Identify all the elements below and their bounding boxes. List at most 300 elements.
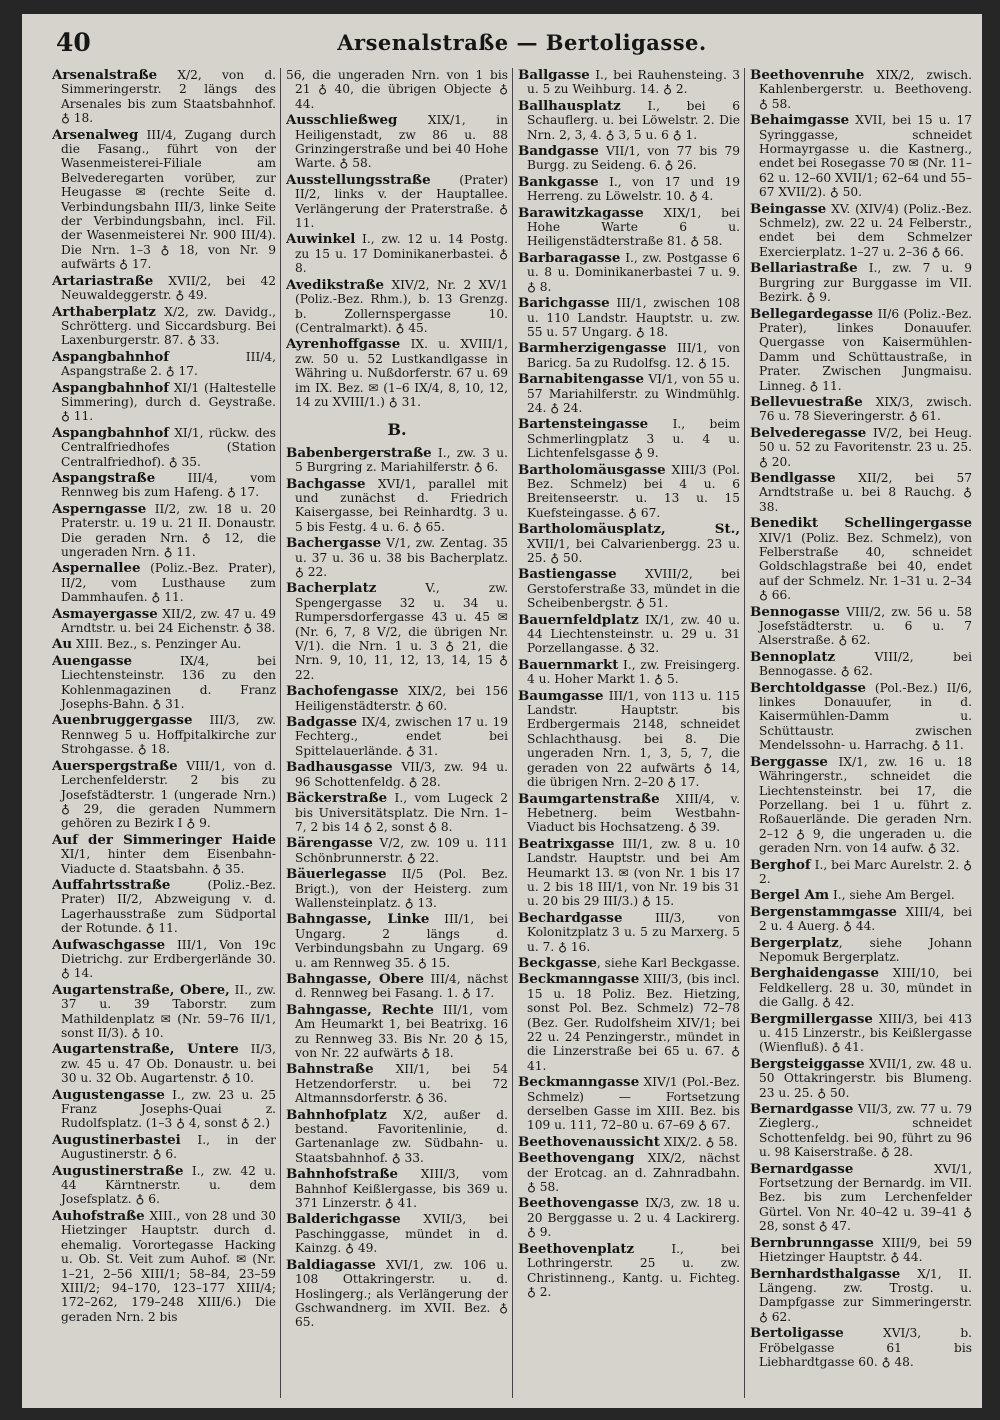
street-name: Badgasse [286,714,357,731]
street-details: XIV/2, Nr. 2 XV/1 (Poliz.-Bez. Rhm.), b. 13 Grenzg. b. Zollernspergasse 10. (Centralmarkt). ♁ 45. [295,277,508,335]
street-entry [750,261,972,304]
street-name: Beethovenaussicht [518,1133,660,1150]
street-name: Aspernallee [52,560,141,577]
street-entry [52,381,276,424]
street-entry [518,144,740,173]
street-name: Bergsteiggasse [750,1055,865,1072]
street-name: Beatrixgasse [518,835,615,852]
street-entry [750,650,972,679]
street-name: Augustinerbastei [52,1131,181,1148]
street-name: Beingasse [750,200,827,217]
street-entry [286,1167,508,1210]
street-entry [750,755,972,856]
street-entry [286,760,508,789]
street-details: I., in der Augustinerstr. ♁ 6. [61,1132,276,1162]
street-details: I., von 17 und 19 Herreng. zu Löwelstr. 10. ♁ 4. [527,174,740,204]
street-name: Bernardgasse [750,1160,854,1177]
street-name: Augartenstraße, Obere, [52,981,230,998]
street-entry [750,1162,972,1234]
street-details: I., bei Marc Aurelstr. 2. ♁ 2. [759,857,972,886]
street-entry [52,305,276,348]
street-details: II/3, zw. 45 u. 47 Ob. Donaustr. u. bei 30 u. 32 Ob. Augartenstr. ♁ 10. [61,1042,276,1086]
street-details: III/1, zwischen 108 u. 110 Landstr. Hauptstr. u. zw. 55 u. 57 Ungarg. ♁ 18. [527,296,740,339]
street-entry [518,463,740,521]
street-name: Auhofstraße [52,1207,145,1224]
street-details: XVI/1, Fortsetzung der Bernardg. im VII. Bez. bis zum Lerchenfelder Gürtel. Von Nr. 40–42 u. 39–41 ♁ 28, sonst ♁ 47. [759,1161,972,1234]
street-entry [518,567,740,610]
street-entry [750,1012,972,1055]
street-entry [52,878,276,936]
street-details: XIX/2, bei 156 Heiligenstädterstr. ♁ 60. [295,684,508,713]
street-entry [518,658,740,687]
street-details: XIX/2, nächst der Erotcag. an d. Zahnradbahn. ♁ 58. [527,1151,740,1195]
street-entry [286,1108,508,1166]
street-entry [286,173,508,231]
street-entry [52,938,276,981]
street-details: IX/3, zw. 18 u. 20 Berggasse u. 2 u. 4 Lackirerg. ♁ 9. [527,1196,740,1240]
street-entry [518,1196,740,1239]
street-name: Beethovenplatz [518,1240,635,1257]
street-details: I., bei Rauhensteing. 3 u. 5 zu Weihburg. 14. ♁ 2. [527,68,740,97]
street-name: Bernhardsthalgasse [750,1265,901,1282]
street-name: Berghaidengasse [750,965,880,982]
street-name: Beethovenruhe [750,68,865,83]
street-details: (Poliz.-Bez. Prater) II/2, Abzweigung v. d. Lagerhausstraße zum Südportal der Rotunde. ♁ 11. [61,877,276,936]
street-name: Auf der Simmeringer Haide [52,831,276,848]
street-entry [518,689,740,790]
street-name: Bennoplatz [750,648,836,665]
street-entry [52,426,276,469]
street-details: III/4, Zugang durch die Fasang., führt von der Wasenmeisterei-Filiale am Belvederegarten vorüber, zur Heugasse ✉ (rechte Seite d. Verbindungsbahn III/3, linke Seite der Verbindungsbahn, incl. Fil. der Wasenmeisterei Nr. 900 III/4). Die Nrn. 1–3 ♁ 18, von Nr. 9 aufwärts ♁ 17. [61,127,276,272]
street-details: X/1, II. Längeng. zw. Trostg. u. Dampfgasse zur Simmeringerstr. ♁ 62. [759,1266,972,1324]
street-name: Bandgasse [518,143,599,160]
street-entry [286,68,508,111]
street-name: Beckmanngasse [518,971,640,988]
street-entry [518,99,740,142]
street-entry [286,477,508,535]
street-entry [286,232,508,275]
street-name: Auenbruggergasse [52,712,193,729]
street-entry [286,836,508,865]
street-entry [750,605,972,648]
street-name: Barawitzkagasse [518,204,644,221]
column-2 [286,68,508,1402]
street-entry [52,713,276,756]
street-name: Beckgasse [518,954,597,971]
street-entry [518,911,740,954]
street-name: Bechardgasse [518,909,623,926]
street-entry [750,471,972,514]
street-entry [286,113,508,171]
street-name: Bellegardegasse [750,305,874,322]
street-details: XVII/1, bei Calvarienbergg. 23 u. 25. ♁ 50. [527,536,740,565]
section-letter: B. [387,420,407,440]
street-name: Bergerplatz [750,934,839,951]
street-name: Ausschließweg [286,112,398,129]
street-name: Beethovengasse [518,1195,639,1212]
street-entry [286,1062,508,1105]
street-details: 56, die ungeraden Nrn. von 1 bis 21 ♁ 40, die übrigen Objecte ♁ 44. [286,68,508,111]
street-entry [750,1267,972,1325]
street-name: Bäuerlegasse [286,866,387,883]
street-details: , siehe Karl Beckgasse. [596,955,740,970]
street-details: III/3, von Kolonitzplatz 3 u. 5 zu Marxerg. 5 u. 7. ♁ 16. [527,910,740,954]
street-name: Babenbergerstraße [286,444,432,461]
street-details: III/4, Aspangstraße 2. ♁ 17. [61,349,276,379]
street-details: V/2, zw. 109 u. 111 Schönbrunnerstr. ♁ 22. [295,836,508,865]
street-entry [52,274,276,303]
street-name: Barichgasse [518,295,610,312]
street-details: III/3, zw. Rennweg 5 u. Hoffpitalkirche zur Strohgasse. ♁ 18. [61,713,276,757]
street-entry [518,613,740,656]
street-details: I., zw. Freisingerg. 4 u. Hoher Markt 1. ♁ 5. [527,657,740,687]
street-details: II., zw. 37 u. 39 Taborstr. zum Mathildenplatz ✉ (Nr. 59–76 II/1, sonst II/3). ♁ 10. [61,982,276,1040]
street-entry [286,1258,508,1330]
street-name: Ballgasse [518,68,590,83]
street-details: XVII/2, bei 42 Neuwaldeggerstr. ♁ 49. [61,273,276,303]
street-entry [750,202,972,260]
street-details: XII/2, bei 57 Arndtstraße u. bei 8 Rauchg. ♁ 38. [759,470,972,514]
street-entry [518,1151,740,1194]
street-details: XIII. Bez., s. Penzinger Au. [72,637,242,652]
street-name: Arsenalstraße [52,68,158,83]
street-name: Arsenalweg [52,126,139,143]
street-entry [52,68,276,126]
street-entry [286,715,508,758]
street-entry [52,1133,276,1162]
street-entry [518,175,740,204]
street-details: X/2, von d. Simmeringerstr. 2 längs des Arsenales bis zum Staatsbahnhof. ♁ 18. [61,68,276,126]
street-name: Barbaragasse [518,249,621,266]
street-name: Bergenstammgasse [750,903,897,920]
street-details: XVII/3, bei Paschinggasse, mündet in d. Kainzg. ♁ 49. [295,1212,508,1256]
street-name: Auffahrtsstraße [52,876,171,893]
street-entry [52,350,276,379]
street-details: XIII/3, bei 413 u. 415 Linzerstr., bis Keißlergasse (Wienfluß). ♁ 41. [759,1011,972,1055]
street-name: Aspangbahnhof [52,379,170,396]
street-entry [286,867,508,910]
street-entry [750,966,972,1009]
street-details: , siehe Johann Nepomuk Bergerplatz. [759,935,972,964]
street-entry [52,759,276,831]
street-details: I., zw. 23 u. 25 Franz Josephs-Quai z. Rudolfsplatz. (1–3 ♁ 4, sonst ♁ 2.) [61,1087,276,1131]
street-entry [518,341,740,370]
street-name: Bennogasse [750,603,840,620]
street-entry [52,983,276,1041]
street-name: Bahngasse, Rechte [286,1001,434,1018]
street-name: Bahngasse, Obere [286,970,425,987]
street-details: XI/1 (Haltestelle Simmering), durch d. Geystraße. ♁ 11. [61,380,276,424]
street-entry [750,113,972,199]
street-name: Benedikt Schellingergasse [750,515,972,532]
street-details: XIX/2. ♁ 58. [659,1134,738,1149]
street-details: III/1, bei Ungarg. 2 längs d. Verbindungsbahn zu Ungarg. 69 u. am Rennweg 35. ♁ 15. [295,912,508,970]
street-name: Au [52,636,73,653]
street-name: Bernbrunngasse [750,1234,874,1251]
street-details: XIII/3, (bis incl. 15 u. 18 Poliz. Bez. Hietzing, sonst Pol. Bez. Schmelz) 72–78 (Bez. Ger. Rudolfsheim XIV/1; bei 22 u. 24 Penzingerstr., mündet in die Linzerstraße bei 65 u. 67. ♁ 41. [527,972,740,1073]
street-details: X/2, außer d. bestand. Favoritenlinie, d. Gartenanlage zw. Südbahn- u. Staatsbahnhof. ♁ 33. [295,1107,508,1165]
page-header [22,14,982,68]
street-entry [750,1102,972,1160]
street-details: XVI/3, b. Fröbelgasse 61 bis Liebhardtgasse 60. ♁ 48. [759,1326,972,1369]
street-name: Ayrenhoffgasse [286,336,401,353]
street-entry [518,251,740,294]
street-name: Berggasse [750,753,828,770]
street-details: VII/1, von 77 bis 79 Burgg. zu Seideng. 6. ♁ 26. [527,144,740,173]
street-entry [518,372,740,415]
street-name: Berchtoldgasse [750,679,866,696]
street-entry [286,791,508,834]
street-details: V., zw. Spengergasse 32 u. 34 u. Rumpersdorfergasse 43 u. 45 ✉ (Nr. 6, 7, 8 V/2, die übrigen Nr. V/1). die Nrn. 1 u. 3 ♁ 21, die Nrn. 9, 10, 11, 12, 13, 14, 15 ♁ 22. [295,581,508,682]
street-details: XIII/10, bei Feldkellerg. 28 u. 30, mündet in die Gallg. ♁ 42. [759,966,972,1010]
street-entry [52,1209,276,1324]
street-details: VII/3, zw. 94 u. 96 Schottenfeldg. ♁ 28. [295,760,508,789]
street-details: IX/1, zw. 40 u. 44 Liechtensteinstr. u. 29 u. 31 Porzellangasse. ♁ 32. [527,612,740,656]
street-name: Barnabitengasse [518,371,644,388]
street-details: XIII/4, v. Hebetnerg. beim Westbahn-Viaduct bis Hochsatzeng. ♁ 39. [527,791,740,835]
street-details: I., zw. 12 u. 14 Postg. zu 15 u. 17 Dominikanerbastei. ♁ 8. [295,232,508,276]
street-details: XV. (XIV/4) (Poliz.-Bez. Schmelz), zw. 22 u. 24 Felberstr., endet bei dem Schmelzer Exercierplatz. 1–27 u. 2–36 ♁ 66. [759,201,972,259]
street-entry [518,296,740,339]
street-details: XIX/1, bei Hohe Warte 6 u. Heiligenstädterstraße 81. ♁ 58. [527,205,740,249]
street-details: VIII/2, bei Bennogasse. ♁ 62. [759,649,972,679]
street-name: Asperngasse [52,500,147,517]
street-entry [518,1075,740,1133]
street-details: III/1, von Baricg. 5a zu Rudolfsg. 12. ♁ 15. [527,341,740,370]
street-entry [286,912,508,970]
street-entry [750,1326,972,1369]
street-name: Bartensteingasse [518,416,649,433]
street-entry [286,337,508,409]
column-3 [518,68,740,1402]
street-details: XIII/3, vom Bahnhof Keißlergasse, bis 369 u. 371 Linzerstr. ♁ 41. [295,1167,508,1211]
street-name: Barmherzigengasse [518,340,667,357]
street-details: XII/2, zw. 47 u. 49 Arndtstr. u. bei 24 Eichenstr. ♁ 38. [61,606,276,636]
street-details: XII/1, bei 54 Hetzendorferstr. u. bei 72 Altmannsdorferstr. ♁ 36. [295,1062,508,1106]
street-details: XIV/1 (Pol.-Bez. Schmelz) — Fortsetzung derselben Gasse im XIII. Bez. bis 109 u. 111, 72–80 u. 67–69 ♁ 67. [527,1075,740,1133]
street-name: Ausstellungsstraße [286,171,431,188]
street-name: Bachofengasse [286,683,399,700]
street-entry [518,417,740,460]
street-details: VIII/1, von d. Lerchenfelderstr. 2 bis zu Josefstädterstr. 1 (ungerade Nrn.) ♁ 29, die geraden Nummern gehören zu Bezirk I ♁ 9. [61,758,276,831]
street-name: Bacherplatz [286,580,377,597]
street-entry [286,972,508,1001]
street-name: Augustinerstraße [52,1162,184,1179]
street-name: Bauernmarkt [518,656,619,673]
street-entry [750,395,972,424]
street-details: XIII/3 (Pol. Bez. Schmelz) bei 4 u. 6 Breitenseerstr. u. 13 u. 15 Kuefsteingasse. ♁ 67. [527,462,740,520]
street-entry [52,1042,276,1085]
street-details: XVII/1, zw. 48 u. 50 Ottakringerstr. bis Blumeng. 23 u. 25. ♁ 50. [759,1056,972,1100]
street-entry [286,684,508,713]
street-entry [52,607,276,636]
street-name: Aspangbahnhof [52,424,170,441]
street-entry [518,972,740,1073]
street-entry [750,68,972,111]
street-details: III/4, vom Rennweg bis zum Hafeng. ♁ 17. [61,470,276,500]
street-name: Bendlgasse [750,469,836,486]
street-details: I., zw. Postgasse 6 u. 8 u. Dominikanerbastei 7 u. 9. ♁ 8. [527,250,740,294]
street-details: IV/2, bei Heug. 50 u. 52 zu Favoritenstr. 23 u. 25. ♁ 20. [759,425,972,469]
street-details: XI/1, hinter dem Eisenbahn-Viaducte d. Staatsbahn. ♁ 35. [61,847,276,876]
street-details: XIX/2, zwisch. Kahlenbergerstr. u. Beethoveng. ♁ 58. [759,68,972,111]
street-entry [750,426,972,469]
street-entry [52,471,276,500]
street-name: Baumgartenstraße [518,790,660,807]
street-details: III/1, Von 19c Dietrichg. zur Erdbergerlände 30. ♁ 14. [61,937,276,981]
street-entry [518,837,740,909]
street-entry [750,307,972,393]
street-details: IX/1, zw. 16 u. 18 Währingerstr., schneidet die Liechtensteinstr. bei 17, die Porzellang. bei 1 u. führt z. Roßauerlände. Die geraden Nrn. 2–12 ♁ 9, die ungeraden u. die geraden Nrn. von 14 aufw. ♁ 32. [759,754,972,856]
street-details: (Poliz.-Bez. Prater), II/2, vom Lusthause zum Dammhaufen. ♁ 11. [61,561,276,605]
street-name: Bärengasse [286,835,373,852]
street-name: Bellevuestraße [750,393,863,410]
street-name: Augustengasse [52,1086,165,1103]
street-name: Aspangbahnhof [52,348,170,365]
street-name: Auwinkel [286,231,356,248]
street-entry [750,1236,972,1265]
street-details: VII/3, zw. 77 u. 79 Zieglerg., schneidet Schottenfeldg. bei 90, führt zu 96 u. 98 Kaiserstraße. ♁ 28. [759,1102,972,1160]
street-entry [750,936,972,965]
street-details: I., bei Lothringerstr. 25 u. zw. Christinneng., Kantg. u. Fichteg. ♁ 2. [527,1241,740,1299]
street-name: Bahnhofplatz [286,1106,387,1123]
street-name: Beethovengang [518,1150,635,1167]
street-name: Bergel Am [750,887,830,904]
street-entry [52,1164,276,1207]
street-name: Beckmanngasse [518,1074,640,1091]
street-name: Bellariastraße [750,260,858,277]
street-entry [286,536,508,579]
street-details: III/4, nächst d. Rennweg bei Fasang. 1. ♁ 17. [295,971,508,1001]
street-entry [750,905,972,934]
street-name: Bäckerstraße [286,790,388,807]
street-details: I., zw. 7 u. 9 Burgring zur Burggasse im VII. Bezirk. ♁ 9. [759,261,972,305]
street-name: Bartholomäusplatz, St., [518,521,740,538]
column-divider [744,68,745,1398]
street-details: V/1, zw. Zentag. 35 u. 37 u. 36 u. 38 bis Bacherplatz. ♁ 22. [295,536,508,579]
street-name: Avedikstraße [286,276,385,293]
street-entry [52,561,276,604]
street-name: Bankgasse [518,173,599,190]
street-name: Auengasse [52,652,133,669]
street-details: XIII., von 28 und 30 Hietzinger Hauptstr. durch d. ehemalig. Vorortegasse Hacking u. Ob. St. Veit zum Auhof. ✉ (Nr. 1–21, 2–56 XIII/1; 58–84, 23–59 XIII/2; 94–170, 123–177 XIII/4; 172–262, 179–248 XIII/6.) Die geraden Nrn. 2 bis [61,1208,276,1324]
column-divider [280,68,281,1398]
street-details: IX/4, zwischen 17 u. 19 Fechterg., endet bei Spittelauerlände. ♁ 31. [295,715,508,758]
street-entry [750,858,972,887]
street-details: XIX/3, zwisch. 76 u. 78 Sieveringerstr. ♁ 61. [759,394,972,424]
street-details: II/5 (Pol. Bez. Brigt.), von der Heisterg. zum Wallensteinplatz. ♁ 13. [295,867,508,910]
street-details: I., zw. 3 u. 5 Burgring z. Mariahilferstr. ♁ 6. [295,445,508,475]
street-details: XIII/4, bei 2 u. 4 Auerg. ♁ 44. [759,904,972,934]
street-details: III/1, vom Am Heumarkt 1, bei Beatrixg. 16 zu Rennweg 33. Bis Nr. 20 ♁ 15, von Nr. 22 aufwärts ♁ 18. [295,1002,508,1060]
street-entry [518,956,740,970]
street-name: Bahnhofstraße [286,1166,399,1183]
street-entry [286,1212,508,1255]
street-entry [286,581,508,682]
street-entry [750,681,972,753]
street-name: Aufwaschgasse [52,936,166,953]
street-name: Aspangstraße [52,469,156,486]
column-1 [52,68,276,1402]
running-title: Arsenalstraße — Bertoligasse. [337,30,707,55]
street-entry [518,206,740,249]
street-entry [518,68,740,97]
street-details: I., vom Lugeck 2 bis Universitätsplatz. Die Nrn. 1–7, 2 bis 14 ♁ 2, sonst ♁ 8. [295,791,508,834]
street-name: Badhausgasse [286,759,393,776]
street-details: IX/4, bei Liechtensteinstr. 136 zu den Kohlenmagazinen d. Franz Josephs-Bahn. ♁ 31. [61,653,276,712]
street-details: III/1, zw. 8 u. 10 Landstr. Hauptstr. und bei Am Heumarkt 13. ✉ (von Nr. 1 bis 17 u. 2 bis 18 III/1, von Nr. 19 bis 31 u. 20 bis 29 III/3.) ♁ 15. [527,836,740,909]
street-name: Bertoligasse [750,1325,844,1342]
street-entry [52,1088,276,1131]
street-name: Bauernfeldplatz [518,611,639,628]
street-name: Bachgasse [286,475,366,492]
street-details: IX. u. XVIII/1, zw. 50 u. 52 Lustkandlgasse in Währing u. Nußdorferstr. 67 u. 69 im IX. Bez. ✉ (1–6 IX/4, 8, 10, 12, 14 zu XVIII/1.) ♁ 31. [295,337,508,409]
street-details: III/1, von 113 u. 115 Landstr. Hauptstr. bis Erdbergermais 2148, schneidet Schlachthausg. bei 8. Die ungeraden Nrn. 1, 3, 5, 7, die geraden von 22 aufwärts ♁ 14, die übrigen Nrn. 2–20 ♁ 17. [527,688,740,790]
street-name: Bergmillergasse [750,1010,873,1027]
street-entry [52,502,276,560]
street-entry [750,516,972,602]
street-entry [286,446,508,475]
street-entry [518,792,740,835]
street-name: Baumgasse [518,687,604,704]
street-name: Arthaberplatz [52,303,156,320]
street-details: (Prater) II/2, links v. der Hauptallee. Verlängerung der Praterstraße. ♁ 11. [295,172,508,231]
street-details: VIII/2, zw. 56 u. 58 Josefstädterstr. u. 6 u. 7 Alserstraße. ♁ 62. [759,604,972,648]
street-details: II/6 (Poliz.-Bez. Prater), linkes Donauufer. Quergasse von Kaisermühlen-Damm und Schüttaustraße, in Prater. Zwischen Jungmaisu. Linneg. ♁ 11. [759,306,972,393]
street-name: Baldiagasse [286,1256,376,1273]
street-details: XVIII/2, bei Gerstoferstraße 33, mündet in die Scheibenbergstr. ♁ 51. [527,567,740,611]
street-details: (Pol.-Bez.) II/6, linkes Donauufer, in d. Kaisermühlen-Damm u. Schüttaustr. zwischen Mendelssohn- u. Harrachg. ♁ 11. [759,680,972,753]
street-name: Bastiengasse [518,566,617,583]
street-details: I., zw. 42 u. 44 Kärntnerstr. u. dem Josefsplatz. ♁ 6. [61,1163,276,1207]
column-4 [750,68,972,1402]
street-name: Bartholomäusgasse [518,461,666,478]
street-details: I., beim Schmerlingplatz 3 u. 4 u. Lichtenfelsgasse ♁ 9. [527,417,740,461]
street-details: XI/1, rückw. des Centralfriedhofes (Station Centralfriedhof). ♁ 35. [61,425,276,469]
street-entry [52,128,276,272]
street-entry [518,1242,740,1300]
page-number: 40 [56,28,91,57]
column-divider [512,68,513,1398]
street-entry [286,1003,508,1061]
street-name: Auerspergstraße [52,757,178,774]
street-entry [52,654,276,712]
street-name: Bernardgasse [750,1101,854,1118]
street-name: Behaimgasse [750,112,850,129]
street-details: XIV/1 (Poliz. Bez. Schmelz), von Felberstraße 40, schneidet Goldschlagstraße bei 40, endet auf der Schmelz. Nr. 1–31 u. 2–34 ♁ 66. [759,530,972,603]
street-details: XVI/1, zw. 106 u. 108 Ottakringerstr. u. d. Hoslingerg.; als Verlängerung der Gschwandnerg. im XVII. Bez. ♁ 65. [295,1257,508,1330]
street-name: Artariastraße [52,272,154,289]
street-entry [750,1057,972,1100]
street-name: Bachergasse [286,535,382,552]
street-details: XVI/1, parallel mit und zunächst d. Friedrich Kaisergasse, bei Reinhardtg. 3 u. 5 bis Festg. 4 u. 6. ♁ 65. [295,476,508,534]
street-name: Asmayergasse [52,605,158,622]
street-details: II/2, zw. 18 u. 20 Praterstr. u. 19 u. 21 II. Donaustr. Die geraden Nrn. ♁ 12, die ungeraden Nrn. ♁ 11. [61,501,276,559]
street-entry [518,522,740,565]
street-name: Ballhausplatz [518,97,621,114]
street-details: I., bei 6 Schauflerg. u. bei Löwelstr. 2. Die Nrn. 2, 3, 4. ♁ 3, 5 u. 6 ♁ 1. [527,98,740,142]
street-entry [750,888,972,902]
street-entry [518,1135,740,1149]
street-details: I., siehe Am Bergel. [829,888,955,903]
street-details: XIII/9, bei 59 Hietzinger Hauptstr. ♁ 44. [759,1235,972,1265]
street-name: Bahnstraße [286,1061,374,1078]
street-entry [52,637,276,651]
street-entry [286,278,508,336]
street-entry [52,833,276,876]
street-name: Bahngasse, Linke [286,911,430,928]
street-details: X/2, zw. Davidg., Schrötterg. und Siccardsburg. Bei Laxenburgerstr. 87. ♁ 33. [61,304,276,348]
